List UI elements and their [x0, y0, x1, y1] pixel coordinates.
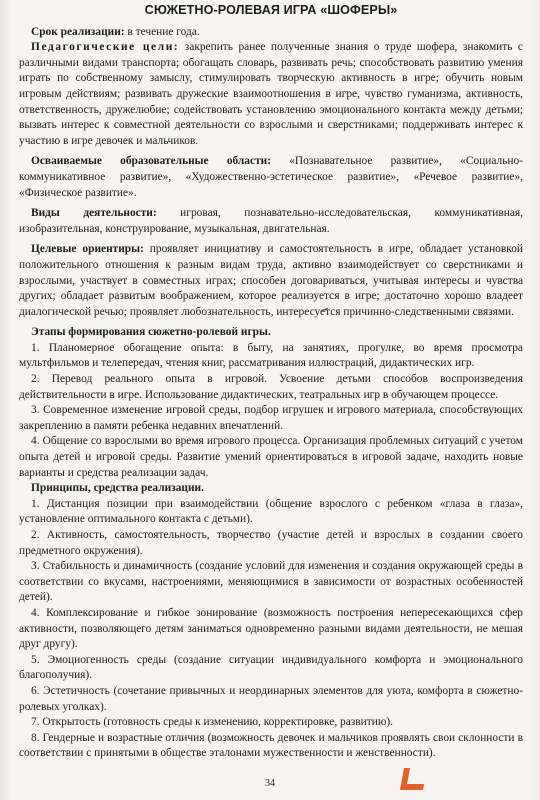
- paragraph-goals: [19, 40, 523, 149]
- areas-heading: Осваиваемые образовательные области:: [31, 155, 272, 168]
- principle-item: 5. Эмоциогенность среды (создание ситуации индивидуального комфорта и эмоционального благополучия).: [19, 653, 523, 682]
- principle-item: 6. Эстетичность (сочетание привычных и неординарных элементов для уюта, комфорта в сюжетно-ролевых уголках).: [19, 684, 523, 713]
- targets-heading: Целевые ориентиры:: [31, 243, 144, 256]
- principle-item: 1. Дистанция позиции при взаимодействии (общение взрослого с ребенком «глаза в глаза», установление оптимального контакта с детьми).: [19, 497, 523, 526]
- page-title: СЮЖЕТНО-РОЛЕВАЯ ИГРА «ШОФЕРЫ»: [144, 3, 398, 17]
- principles-heading: Принципы, средства реализации.: [31, 482, 204, 495]
- page-number: 34: [265, 778, 275, 789]
- goals-text: закрепить ранее полученные знания о труде шофера, знакомить с различными видами транспорта; обогащать словарь, развивать речь; способствовать развитию умения играть по собственному замыслу, стимулировать творческую активность в игре; обучить новым игровым действиям; развивать дружеские взаимоотношения в игре, чувство гуманизма, активность, ответственность, дружелюбие; содействовать установлению эмоционального контакта между детьми; вызвать интерес к совместной деятельности со взрослыми и сверстниками; поддерживать интерес к участию в игре девочек и мальчиков.: [19, 41, 523, 147]
- activities-heading: Виды деятельности:: [31, 207, 157, 220]
- principle-item: 7. Открытость (готовность среды к изменению, корректировке, развитию).: [31, 716, 393, 729]
- paragraph-term: [19, 25, 523, 41]
- goals-heading: Педагогические цели:: [31, 41, 180, 54]
- paragraph-areas: [19, 154, 523, 201]
- principle-item: 2. Активность, самостоятельность, творчество (участие детей и взрослых в создании своего предметного окружения).: [19, 529, 523, 557]
- page-content: [19, 3, 523, 762]
- term-text: в течение года.: [124, 25, 200, 38]
- paragraph-targets: [19, 242, 523, 320]
- term-heading: Срок реализации:: [31, 25, 125, 38]
- areas-text: «Познавательное развитие», «Социально-коммуникативное развитие», «Художественно-эстетическое развитие», «Речевое развитие», «Физическое развитие».: [19, 155, 523, 199]
- activities-text: игровая, познавательно-исследовательская, коммуникативная, изобразительная, конструирование, музыкальная, двигательная.: [19, 207, 523, 235]
- stage-item: 3. Современное изменение игровой среды, подбор игрушек и игрового материала, способствующих закреплению в памяти ребенка недавних впечатлений.: [19, 404, 523, 432]
- stage-item: 2. Перевод реального опыта в игровой. Усвоение детьми способов воспроизведения действительности в игре. Использование дидактических, театральных игр в обучающем процессе.: [19, 373, 523, 401]
- stage-item: 1. Планомерное обогащение опыта: в быту, на занятиях, прогулке, во время просмотра мультфильмов и телепередач, чтения книг, рассматривания иллюстраций, дидактических игр.: [19, 341, 523, 370]
- pencil-mark-icon: [320, 307, 329, 312]
- stage-item: 4. Общение со взрослыми во время игрового процесса. Организация проблемных ситуаций с учетом опыта детей и игровой среды. Развитие умений ориентироваться в игровой задаче, находить новые варианты и средства реализации задач.: [19, 435, 523, 479]
- principle-item: 4. Комплексирование и гибкое зонирование (возможность построения непересекающихся сфер активности, позволяющего детям заниматься одновременно разными видами деятельности, не мешая друг другу).: [19, 606, 523, 651]
- targets-text: проявляет инициативу и самостоятельность в игре, обладает установкой положительного отношения к разным видам труда, активно взаимодействует со сверстниками и взрослыми, участвует в совместных играх; способен договариваться, учитывая интересы и чувства других; обладает развитым воображением, которое реализуется в игре; достаточно хорошо владеет диалогической речью; проявляет любознательность, интересуется причинно-следственными связями.: [19, 243, 523, 318]
- paragraph-activities: [19, 206, 523, 237]
- stages-heading: Этапы формирования сюжетно-ролевой игры.: [31, 326, 271, 339]
- principle-item: 8. Гендерные и возрастные отличия (возможность девочек и мальчиков проявлять свои склонности в соответствии с принятыми в обществе эталонами мужественности и женственности).: [19, 731, 523, 760]
- principle-item: 3. Стабильность и динамичность (создание условий для изменения и создания окружающей среды в соответствии со вкусами, настроениями, меняющимися в зависимости от возрастных особенностей детей).: [19, 560, 523, 604]
- publisher-logo-icon: [396, 766, 426, 792]
